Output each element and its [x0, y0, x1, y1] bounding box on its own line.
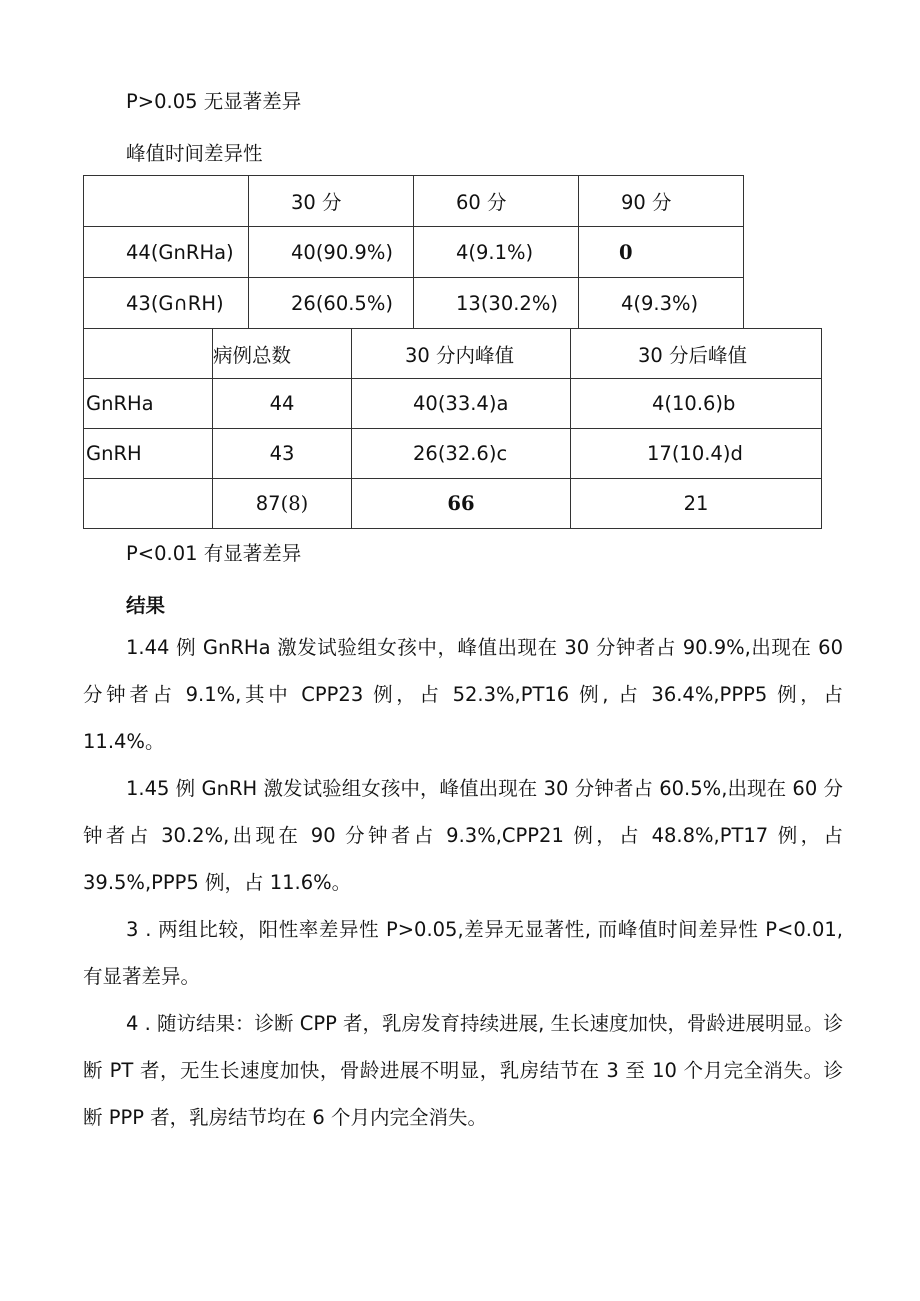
case-summary-table — [83, 328, 822, 529]
table-header-row — [84, 176, 744, 227]
table-cell: 13(30.2%) — [414, 278, 579, 329]
table-cell — [84, 479, 213, 529]
total-count: 87 — [255, 492, 281, 515]
table-row — [84, 379, 822, 429]
table-cell: 21 — [571, 479, 822, 529]
table-cell: 4(9.3%) — [579, 278, 744, 329]
result-paragraph-2: 1.45 例 GnRH 激发试验组女孩中，峰值出现在 30 分钟者占 60.5%,出现在 60 分钟者占 30.2%,出现在 90 分钟者占 9.3%,CPP21 例，占 48.8%,PT17 例，占 39.5%,PPP5 例，占 11.6%。 — [83, 777, 843, 894]
table-cell: 0 — [579, 227, 744, 278]
table-row — [84, 227, 744, 278]
table-row — [84, 278, 744, 329]
result-paragraph-4: 4 . 随访结果：诊断 CPP 者，乳房发育持续进展, 生长速度加快，骨龄进展明显。诊断 PT 者，无生长速度加快，骨龄进展不明显，乳房结节在 3 至 10 个月完全消失。诊断 PPP 者，乳房结节均在 6 个月内完全消失。 — [83, 1012, 843, 1129]
table-cell: 44 — [213, 379, 352, 429]
table-row — [84, 429, 822, 479]
results-body — [83, 624, 843, 1141]
table-header-cell: 30 分 — [249, 176, 414, 227]
results-heading: 结果 — [126, 594, 166, 617]
table-cell: 26(60.5%) — [249, 278, 414, 329]
table-cell — [84, 329, 213, 379]
table-cell: 4(10.6)b — [571, 379, 822, 429]
table-cell: 40(90.9%) — [249, 227, 414, 278]
table-cell: 44(GnRHa) — [84, 227, 249, 278]
table-cell: 4(9.1%) — [414, 227, 579, 278]
note-bottom: P<0.01 有显著差异 — [126, 542, 302, 565]
table-header-cell: 病例总数 — [213, 329, 352, 379]
table-cell: 43(G∩RH) — [84, 278, 249, 329]
note-top: P>0.05 无显著差异 — [126, 90, 302, 113]
total-count-note: (8) — [280, 492, 309, 515]
table-cell — [213, 479, 352, 529]
table-cell: 40(33.4)a — [352, 379, 571, 429]
table-cell: 66 — [352, 479, 571, 529]
table-cell: GnRHa — [84, 379, 213, 429]
result-paragraph-3: 3 . 两组比较，阳性率差异性 P>0.05,差异无显著性, 而峰值时间差异性 P<0.01, 有显著差异。 — [83, 918, 843, 988]
table-row — [84, 479, 822, 529]
section-title: 峰值时间差异性 — [126, 142, 263, 165]
table-cell: 43 — [213, 429, 352, 479]
table-cell: GnRH — [84, 429, 213, 479]
result-paragraph-1: 1.44 例 GnRHa 激发试验组女孩中，峰值出现在 30 分钟者占 90.9%,出现在 60 分钟者占 9.1%,其中 CPP23 例，占 52.3%,PT16 例, 占 36.4%,PPP5 例，占 11.4%。 — [83, 636, 843, 753]
table-header-cell: 60 分 — [414, 176, 579, 227]
table-cell: 26(32.6)c — [352, 429, 571, 479]
table-header-cell: 90 分 — [579, 176, 744, 227]
table-header-row — [84, 329, 822, 379]
table-header-cell: 30 分内峰值 — [352, 329, 571, 379]
peak-time-table — [83, 175, 744, 329]
table-cell — [84, 176, 249, 227]
table-header-cell: 30 分后峰值 — [571, 329, 822, 379]
table-cell: 17(10.4)d — [571, 429, 822, 479]
